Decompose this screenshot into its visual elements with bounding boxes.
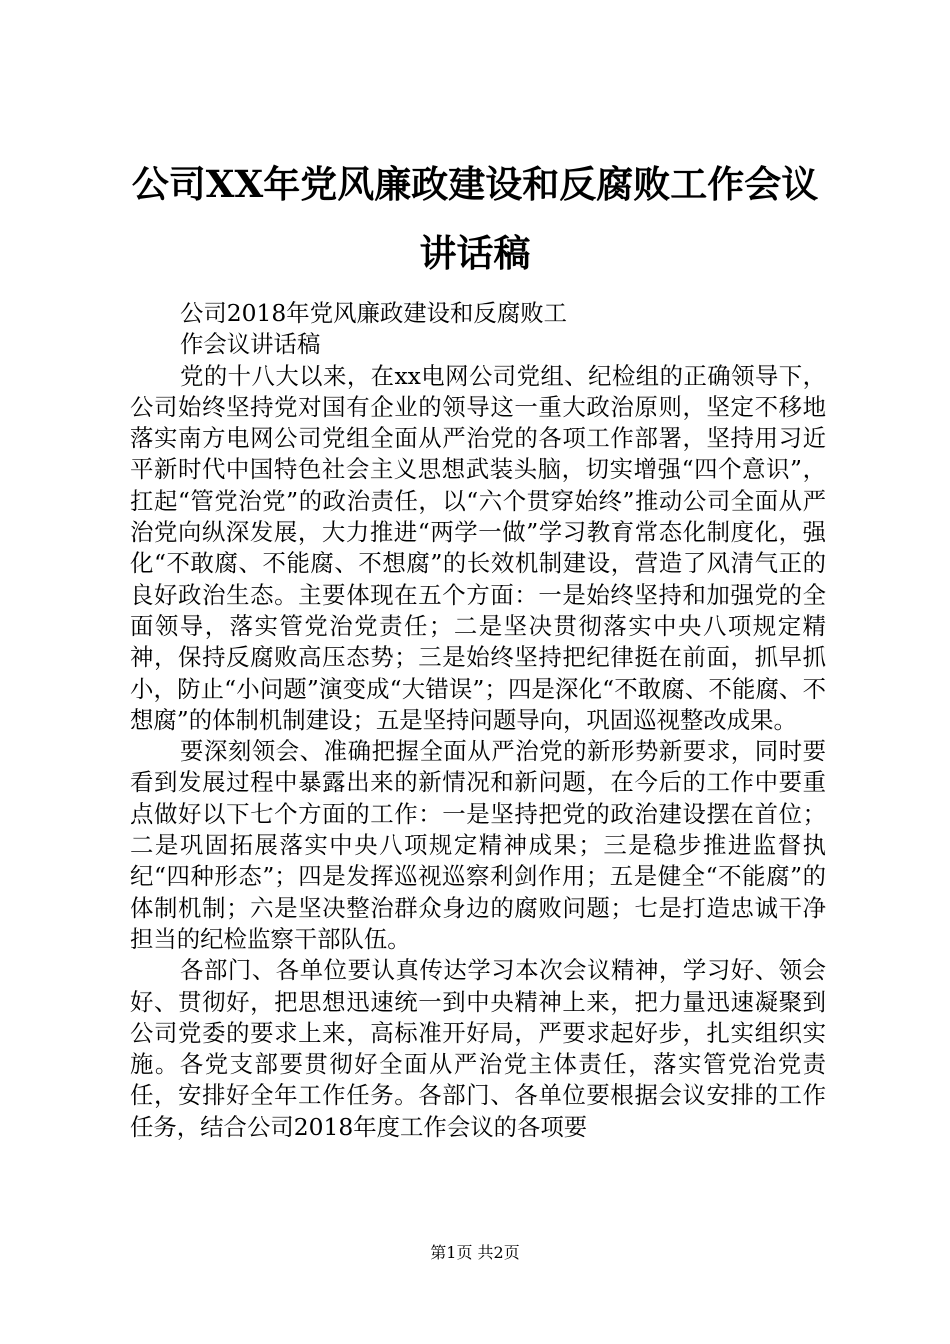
document-title: 公司XX年党风廉政建设和反腐败工作会议讲话稿 — [131, 162, 819, 275]
document-body — [130, 298, 826, 1143]
subtitle-line-2: 作会议讲话稿 — [180, 330, 321, 359]
subtitle-line-1: 公司2018年党风廉政建设和反腐败工 — [180, 299, 567, 327]
page-footer: 第1页 共2页 — [430, 1243, 520, 1262]
body-paragraph-3: 各部门、各单位要认真传达学习本次会议精神，学习好、领会好、贯彻好，把思想迅速统一到中央精神上来，把力量迅速凝聚到公司党委的要求上来，高标准开好局，严要求起好步，扎实组织实施。各党支部要贯彻好全面从严治党主体责任，落实管党治党责任，安排好全年工作任务。各部门、各单位要根据会议安排的工作任务，结合公司2018年度工作会议的各项要 — [130, 956, 826, 1141]
body-paragraph-2: 要深刻领会、准确把握全面从严治党的新形势新要求，同时要看到发展过程中暴露出来的新情况和新问题，在今后的工作中要重点做好以下七个方面的工作：一是坚持把党的政治建设摆在首位；二是巩固拓展落实中央八项规定精神成果；三是稳步推进监督执纪“四种形态”；四是发挥巡视巡察利剑作用；五是健全“不能腐”的体制机制；六是坚决整治群众身边的腐败问题；七是打造忠诚干净担当的纪检监察干部队伍。 — [130, 737, 826, 953]
body-paragraph-1: 党的十八大以来，在xx电网公司党组、纪检组的正确领导下，公司始终坚持党对国有企业的领导这一重大政治原则，坚定不移地落实南方电网公司党组全面从严治党的各项工作部署，坚持用习近平新时代中国特色社会主义思想武装头脑，切实增强“四个意识”，扛起“管党治党”的政治责任，以“六个贯穿始终”推动公司全面从严治党向纵深发展，大力推进“两学一做”学习教育常态化制度化，强化“不敢腐、不能腐、不想腐”的长效机制建设，营造了风清气正的良好政治生态。主要体现在五个方面：一是始终坚持和加强党的全面领导，落实管党治党责任；二是坚决贯彻落实中央八项规定精神，保持反腐败高压态势；三是始终坚持把纪律挺在前面，抓早抓小，防止“小问题”演变成“大错误”；四是深化“不敢腐、不能腐、不想腐”的体制机制建设；五是坚持问题导向，巩固巡视整改成果。 — [130, 361, 826, 734]
